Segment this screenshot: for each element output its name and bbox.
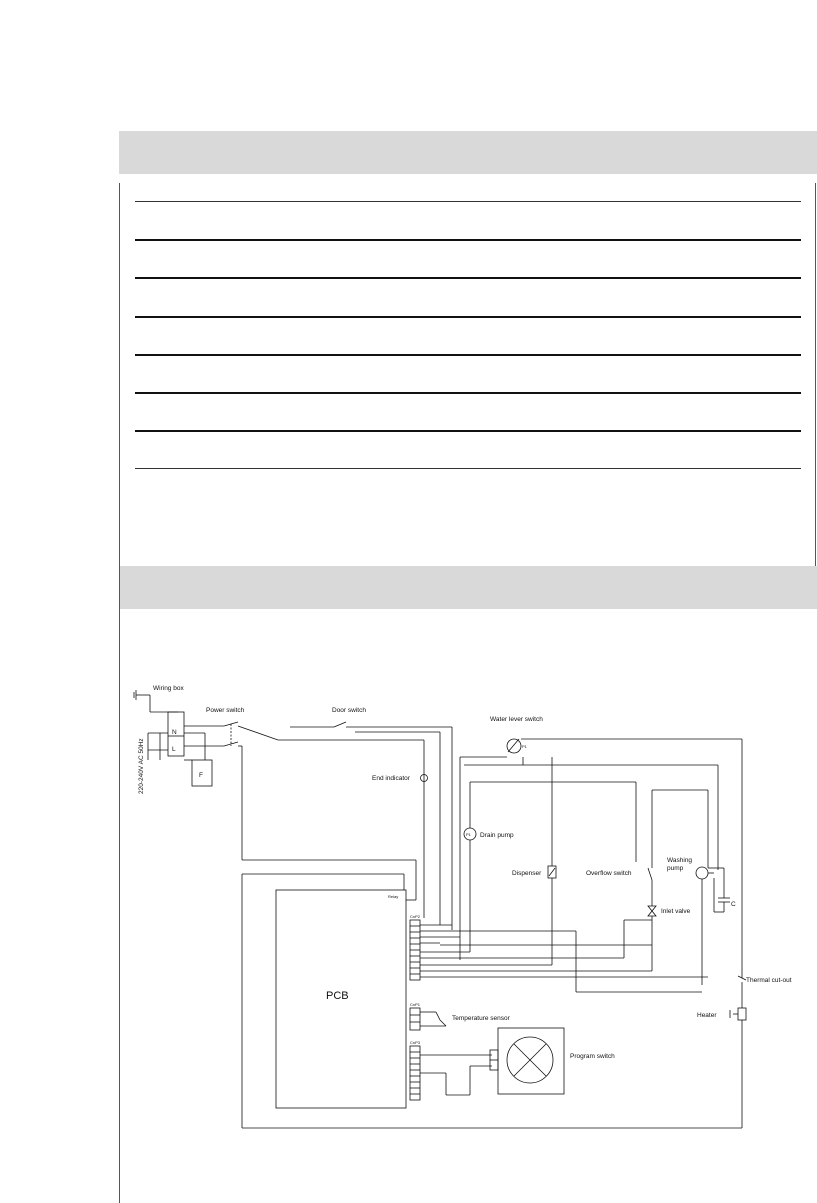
n-terminal-label: N	[172, 729, 177, 736]
door-switch-icon	[290, 722, 452, 727]
drain-pump-label: Drain pump	[480, 832, 514, 839]
capacitor-label: C	[731, 901, 736, 908]
connector-cn3	[410, 1046, 420, 1100]
heater-label: Heater	[697, 1012, 717, 1019]
overflow-switch-label: Overflow switch	[586, 870, 632, 877]
inlet-valve-label: Inlet valve	[661, 908, 691, 915]
temperature-sensor-label: Temperature sensor	[452, 1015, 510, 1022]
drain-pump-symbol: P1	[466, 832, 471, 837]
thermal-cutout-label: Thermal cut-out	[746, 977, 792, 984]
connector-cn2	[410, 920, 420, 980]
end-indicator-label: End indicator	[372, 775, 410, 782]
connector-cn1	[410, 1008, 420, 1030]
l-terminal-label: L	[172, 746, 176, 753]
water-level-switch-label: Water lever switch	[490, 716, 543, 723]
pressure-symbol: P1	[522, 744, 527, 749]
dispenser-label: Dispenser	[512, 870, 542, 877]
relay-label: Relay	[388, 894, 399, 899]
connector-cn2-label: CnP2	[410, 914, 421, 919]
connector-cn1-label: CnP1	[410, 1002, 421, 1007]
water-level-switch-icon	[507, 739, 521, 753]
ground-icon	[134, 690, 150, 700]
heater-icon	[738, 1008, 746, 1020]
fuse-label: F	[199, 772, 203, 779]
washing-pump-icon	[696, 867, 708, 879]
wiring-box-label: Wiring box	[153, 685, 184, 692]
overflow-switch-icon	[648, 868, 652, 886]
power-switch-icon	[224, 722, 238, 746]
supply-label: 220-240V AC 50Hz	[138, 738, 145, 794]
program-switch-label: Program switch	[570, 1053, 615, 1060]
wiring-box	[150, 695, 184, 756]
washing-pump-label-line2: pump	[667, 865, 684, 872]
program-switch-icon	[507, 1037, 553, 1083]
washing-pump-label-line1: Washing	[667, 857, 693, 864]
door-switch-label: Door switch	[332, 707, 366, 714]
pcb-label: PCB	[326, 990, 349, 1002]
inlet-valve-icon	[648, 906, 656, 916]
connector-cn3-label: CnP3	[410, 1040, 421, 1045]
power-switch-label: Power switch	[206, 707, 245, 714]
